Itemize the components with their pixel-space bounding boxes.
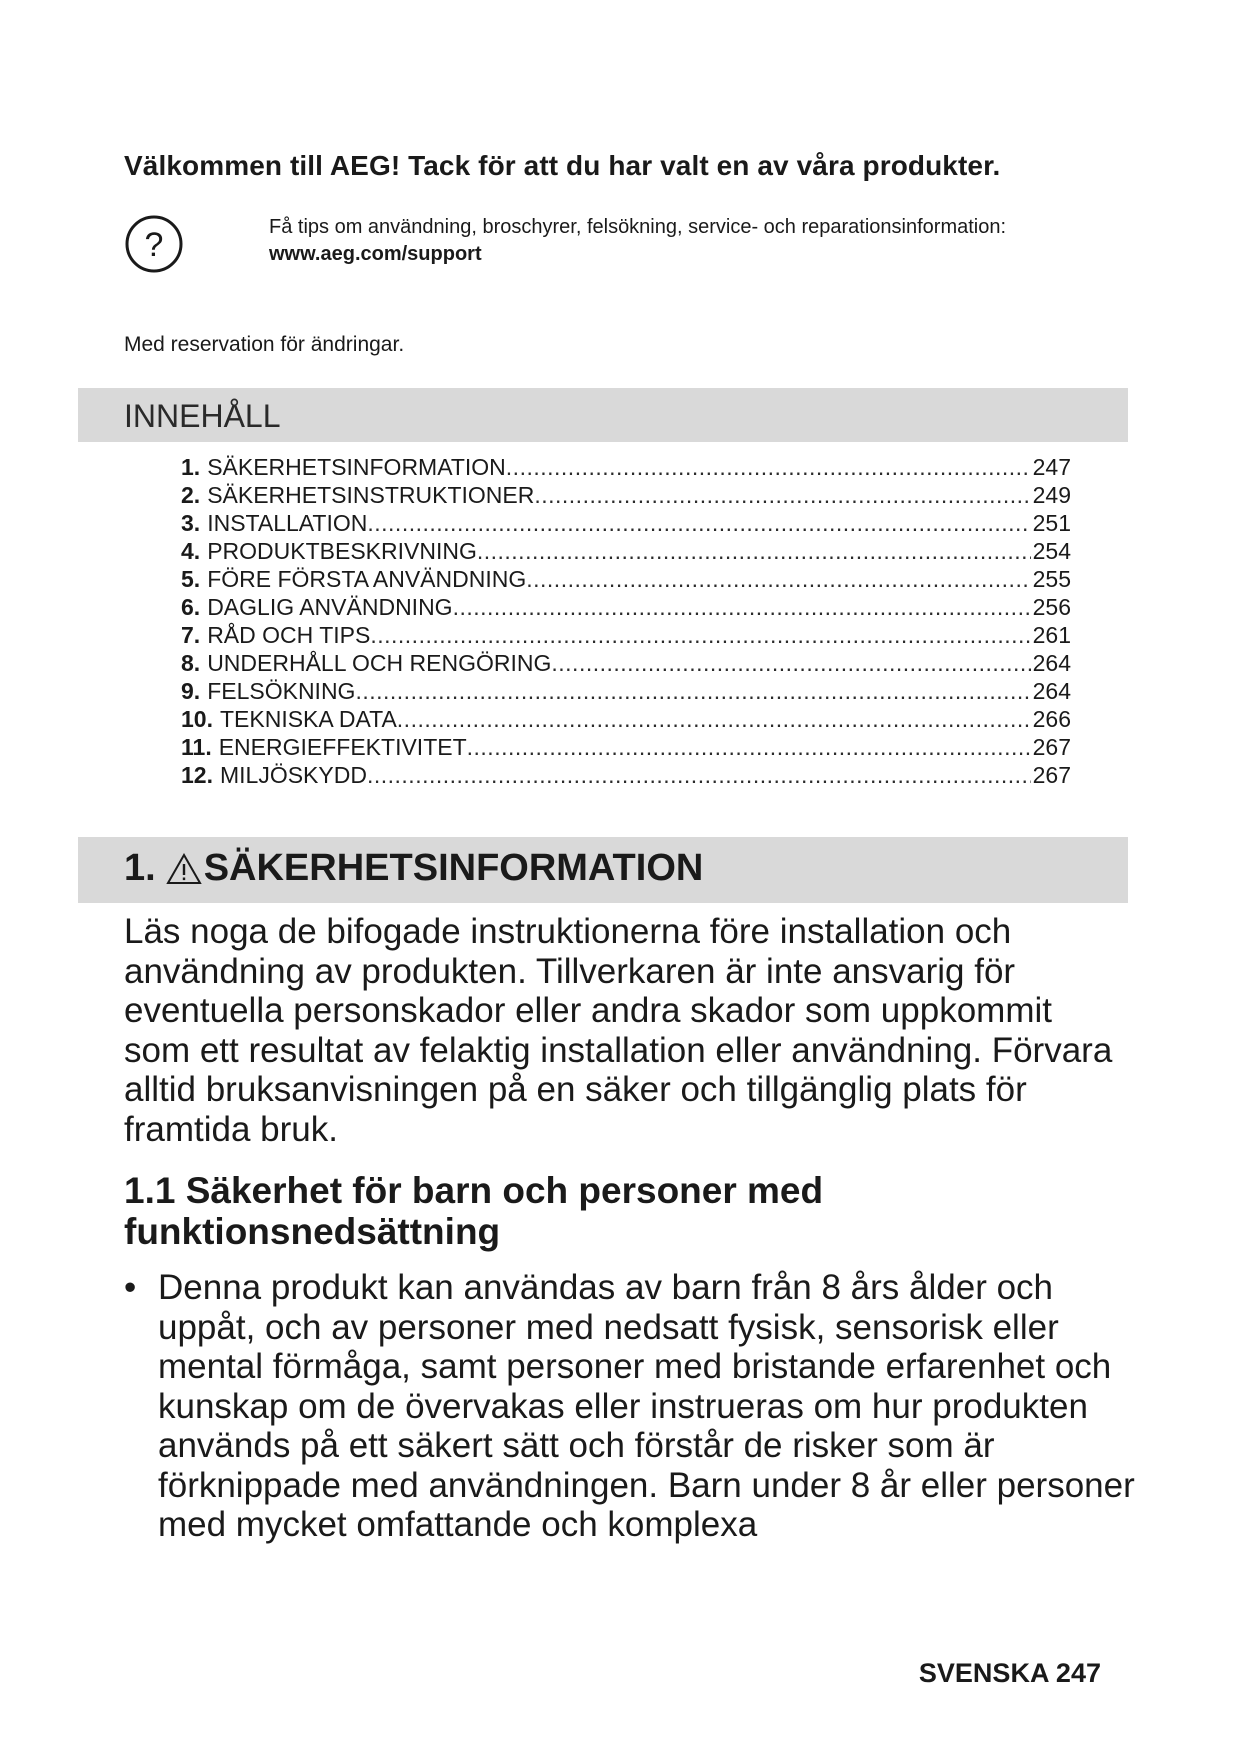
toc-entry-page: 264: [1032, 650, 1071, 676]
toc-entry-label: SÄKERHETSINFORMATION: [207, 454, 506, 480]
page-footer: SVENSKA 247: [918, 1658, 1101, 1688]
toc-leader-dots: [355, 678, 1030, 705]
toc-title: INNEHÅLL: [124, 398, 281, 434]
toc-entry-page: 255: [1032, 566, 1071, 592]
toc-entry-number: 9.: [181, 678, 201, 704]
toc-entry[interactable]: [181, 650, 1071, 678]
toc-entry-page: 267: [1032, 762, 1071, 788]
toc-entry-page: 254: [1032, 538, 1071, 564]
toc-entry[interactable]: [181, 454, 1071, 482]
toc-leader-dots: [367, 510, 1030, 537]
toc-header-band: [78, 388, 1128, 442]
toc-entry-number: 6.: [181, 594, 201, 620]
toc-leader-dots: [467, 734, 1031, 761]
bullet-item: [124, 1268, 1158, 1545]
toc-entry[interactable]: [181, 762, 1071, 790]
toc-entry-number: 1.: [181, 454, 201, 480]
toc-entry[interactable]: [181, 566, 1071, 594]
toc-leader-dots: [370, 622, 1030, 649]
toc-entry[interactable]: [181, 594, 1071, 622]
toc-leader-dots: [534, 482, 1030, 509]
toc-entry-number: 5.: [181, 566, 201, 592]
toc-entry-page: 266: [1032, 706, 1071, 732]
toc-entry-label: UNDERHÅLL OCH RENGÖRING: [207, 650, 552, 676]
toc-entry-page: 264: [1032, 678, 1071, 704]
toc-entry-number: 11.: [181, 734, 212, 760]
intro-paragraph: Läs noga de bifogade instruktionerna före installation och användning av produkten. Tillverkaren är inte ansvarig för eventuella personskador eller andra skador som uppkommit som ett resultat av felaktig installation eller användning. Förvara alltid bruksanvisningen på en säker och tillgänglig plats för framtida bruk.: [124, 912, 1113, 1149]
toc-leader-dots: [453, 594, 1031, 621]
toc-entry-label: FELSÖKNING: [207, 678, 356, 704]
table-of-contents: [181, 454, 1071, 790]
toc-entry-label: SÄKERHETSINSTRUKTIONER: [207, 482, 535, 508]
toc-entry-label: INSTALLATION: [207, 510, 368, 536]
section-title-text: SÄKERHETSINFORMATION: [203, 847, 704, 889]
support-url[interactable]: www.aeg.com/support: [269, 243, 482, 265]
support-description: Få tips om användning, broschyrer, felsökning, service- och reparationsinformation:: [269, 216, 1007, 238]
toc-entry-label: DAGLIG ANVÄNDNING: [207, 594, 453, 620]
toc-entry[interactable]: [181, 482, 1071, 510]
section-title: [124, 847, 703, 890]
toc-entry-label: FÖRE FÖRSTA ANVÄNDNING: [207, 566, 527, 592]
toc-entry-number: 10.: [181, 706, 213, 732]
reservation-note: Med reservation för ändringar.: [124, 333, 405, 356]
support-info: [269, 214, 1006, 268]
toc-leader-dots: [506, 454, 1031, 481]
toc-entry[interactable]: [181, 734, 1071, 762]
toc-entry-page: 267: [1032, 734, 1071, 760]
toc-entry[interactable]: [181, 538, 1071, 566]
toc-entry-page: 261: [1032, 622, 1071, 648]
toc-entry-page: 251: [1032, 510, 1071, 536]
section-header-band: [78, 837, 1128, 903]
question-circle-icon: [124, 214, 184, 274]
toc-entry-number: 12.: [181, 762, 213, 788]
toc-entry-page: 247: [1032, 454, 1071, 480]
toc-leader-dots: [526, 566, 1030, 593]
toc-entry-label: MILJÖSKYDD: [219, 762, 367, 788]
toc-entry-page: 256: [1032, 594, 1071, 620]
bullet-text: Denna produkt kan användas av barn från 8 års ålder och uppåt, och av personer med nedsatt fysisk, sensorisk eller mental förmåga, samt personer med bristande erfarenhet och kunskap om de övervakas eller instrueras om hur produkten används på ett säkert sätt och förstår de risker som är förknippade med användningen. Barn under 8 år eller personer med mycket omfattande och komplexa: [158, 1268, 1135, 1544]
toc-entry-label: PRODUKTBESKRIVNING: [207, 538, 477, 564]
toc-entry[interactable]: [181, 678, 1071, 706]
toc-entry-label: ENERGIEFFEKTIVITET: [218, 734, 467, 760]
toc-leader-dots: [551, 650, 1030, 677]
toc-entry-number: 2.: [181, 482, 201, 508]
section-number: 1.: [124, 847, 156, 889]
svg-text:?: ?: [144, 226, 164, 264]
warning-triangle-icon: [166, 853, 202, 885]
toc-entry-number: 3.: [181, 510, 201, 536]
bullet-mark: •: [124, 1268, 137, 1307]
toc-entry-number: 8.: [181, 650, 201, 676]
toc-leader-dots: [477, 538, 1031, 565]
toc-leader-dots: [367, 762, 1031, 789]
toc-entry[interactable]: [181, 510, 1071, 538]
toc-entry-label: RÅD OCH TIPS: [207, 622, 371, 648]
toc-leader-dots: [397, 706, 1031, 733]
toc-entry-number: 7.: [181, 622, 201, 648]
toc-entry[interactable]: [181, 706, 1071, 734]
toc-entry-label: TEKNISKA DATA: [219, 706, 397, 732]
toc-entry[interactable]: [181, 622, 1071, 650]
welcome-heading: Välkommen till AEG! Tack för att du har valt en av våra produkter.: [124, 150, 1001, 181]
toc-entry-number: 4.: [181, 538, 201, 564]
toc-entry-page: 249: [1032, 482, 1071, 508]
subsection-title: 1.1 Säkerhet för barn och personer med funktionsnedsättning: [124, 1170, 824, 1252]
